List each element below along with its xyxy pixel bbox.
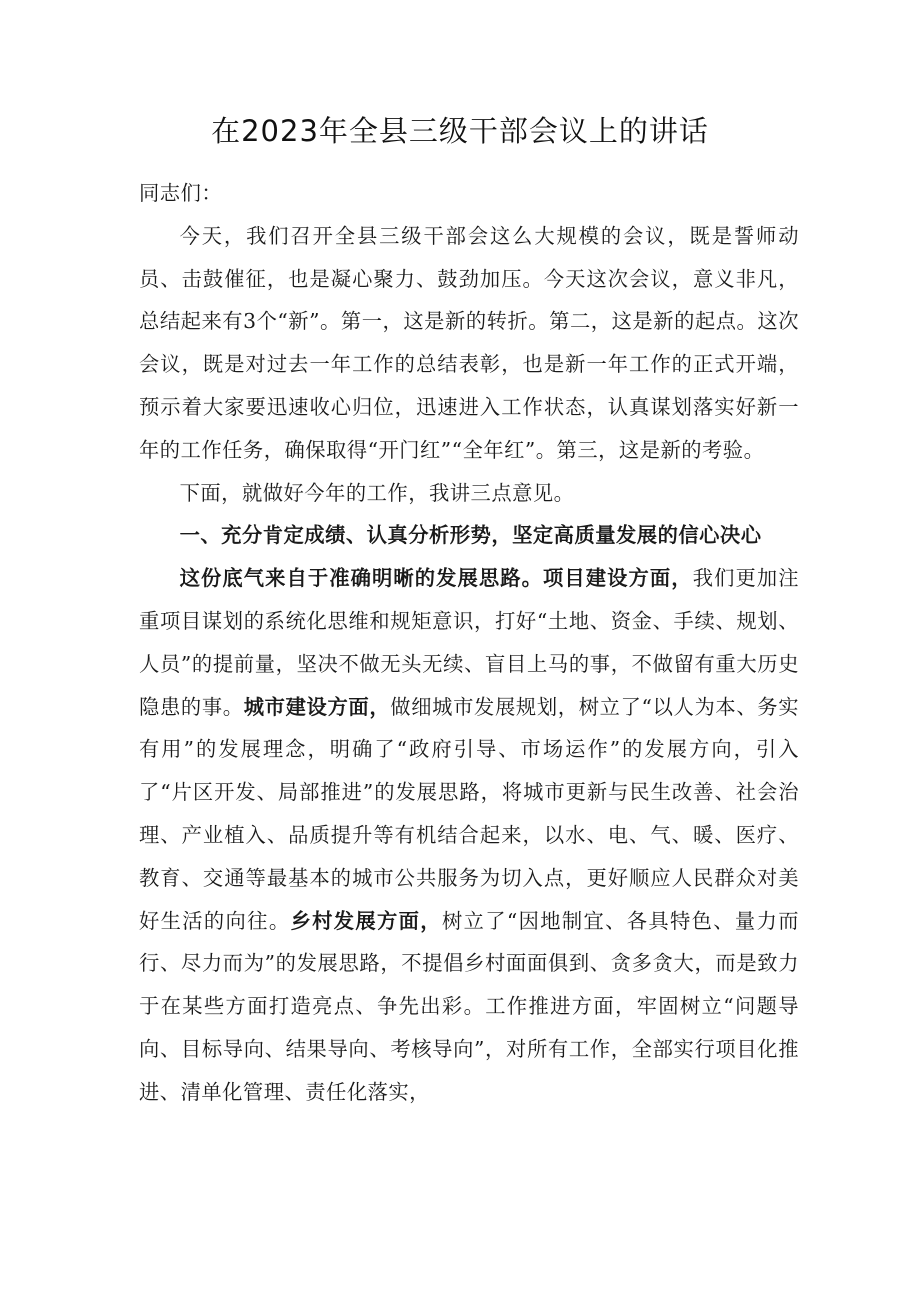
section-heading-1: 一、充分肯定成绩、认真分析形势，坚定高质量发展的信心决心: [179, 523, 762, 548]
city-text: 做细城市发展规划，树立了“以人为本、务实有用”的发展理念，明确了“政府引导、市场运作”的发展方向，引入了“片区开发、局部推进”的发展思路，将城市更新与民生改善、社会治理、产业植入、品质提升等有机结合起来，以水、电、气、暖、医疗、教育、交通等最基本的城市公共服务为切入点，更好顺应人民群众对美好生活的向往。: [139, 694, 799, 933]
document-title: 在2023年全县三级干部会议上的讲话: [211, 114, 709, 148]
rural-label: 乡村发展方面，: [290, 908, 442, 933]
city-label: 城市建设方面，: [243, 694, 391, 719]
rural-text: 树立了“因地制宜、各具特色、量力而行、尽力而为”的发展思路，不提倡乡村面面俱到、贪多贪大，而是致力于在某些方面打造亮点、争先出彩。工作推进方面，牢固树立“问题导向、目标导向、结果导向、考核导向”，对所有工作，全部实行项目化推进、清单化管理、责任化落实，: [139, 908, 799, 1104]
transition-paragraph: 下面，就做好今年的工作，我讲三点意见。: [179, 480, 575, 505]
project-text: 我们更加注重项目谋划的系统化思维和规矩意识，打好“土地、资金、手续、规划、人员”的提前量，坚决不做无头无续、盲目上马的事，不做留有重大历史隐患的事。: [139, 566, 799, 719]
lead-sentence: 这份底气来自于准确明晰的发展思路。: [179, 566, 544, 591]
project-label: 项目建设方面，: [543, 566, 693, 591]
salutation: 同志们：: [139, 181, 223, 205]
document-body: [139, 172, 799, 1114]
section1-paragraph: [139, 557, 799, 1113]
intro-paragraph: 今天，我们召开全县三级干部会这么大规模的会议，既是誓师动员、击鼓催征，也是凝心聚力、鼓劲加压。今天这次会议，意义非凡，总结起来有3个“新”。第一，这是新的转折。第二，这是新的起点。这次会议，既是对过去一年工作的总结表彰，也是新一年工作的正式开端，预示着大家要迅速收心归位，迅速进入工作状态，认真谋划落实好新一年的工作任务，确保取得“开门红”“全年红”。第三，这是新的考验。: [139, 223, 799, 462]
